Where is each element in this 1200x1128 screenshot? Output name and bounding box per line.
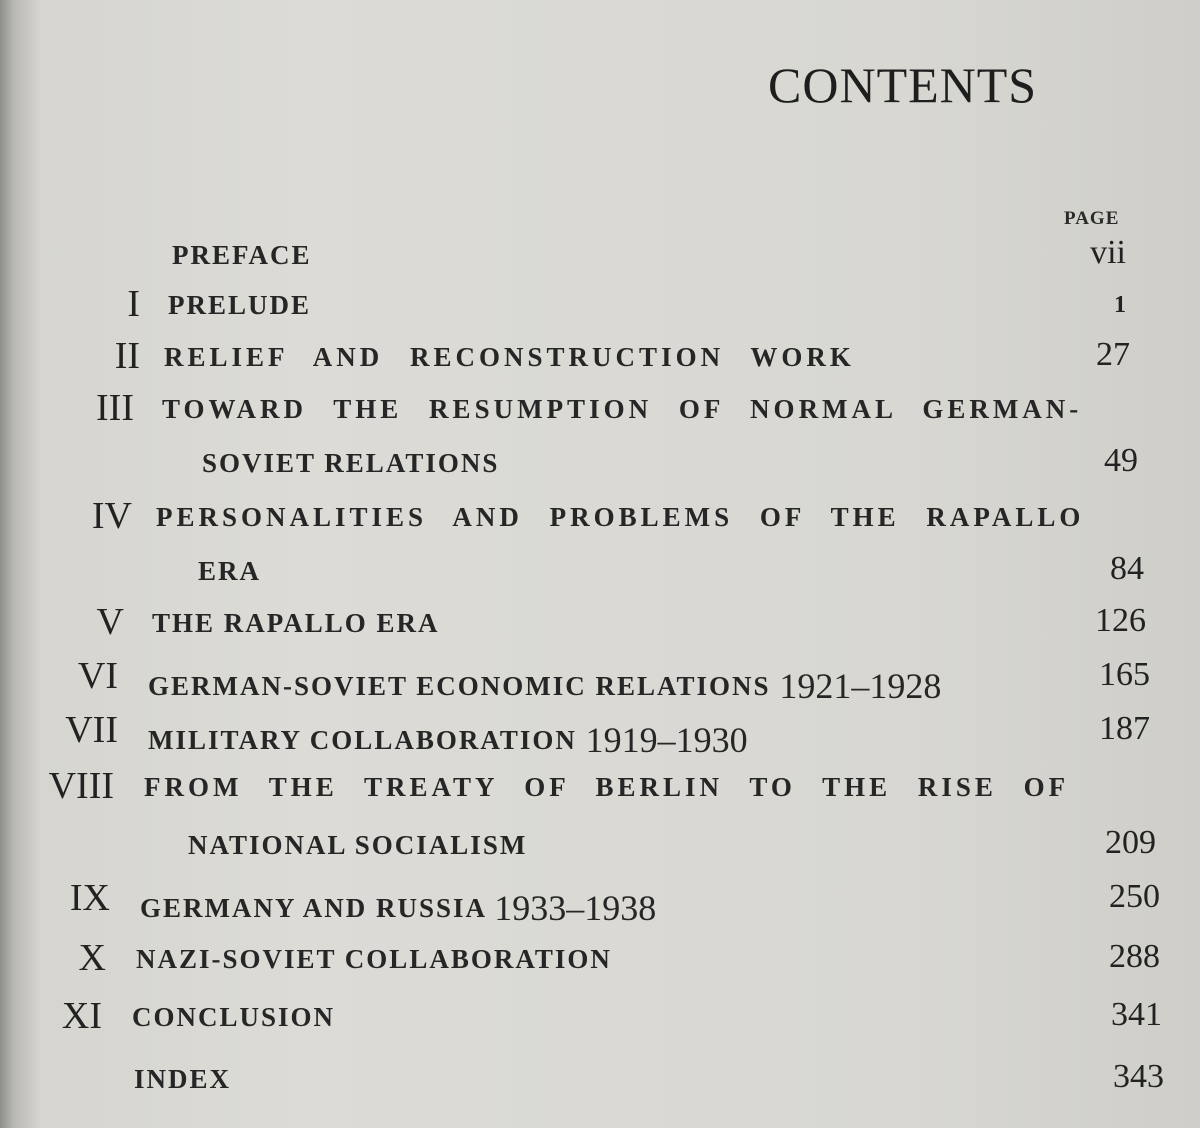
toc-entry-title-text: GERMAN-SOVIET ECONOMIC RELATIONS	[148, 671, 771, 701]
toc-entry-title: PRELUDE	[168, 290, 312, 320]
toc-entry-page: 27	[1096, 336, 1130, 373]
toc-entry-page: 1	[1114, 292, 1126, 318]
toc-entry-page: 165	[1099, 656, 1150, 693]
toc-entry-chapter-3	[0, 386, 1200, 429]
toc-entry-chapter-5	[0, 600, 1200, 643]
toc-entry-numeral: IV	[91, 495, 132, 537]
toc-entry-preface	[0, 232, 1200, 272]
page-title: CONTENTS	[768, 57, 1038, 113]
toc-entry-chapter-2	[0, 334, 1200, 377]
toc-entry-title: NAZI-SOVIET COLLABORATION	[136, 944, 612, 974]
toc-entry-numeral: X	[78, 937, 106, 979]
toc-entry-years: 1933–1938	[494, 888, 657, 928]
toc-entry-title: PREFACE	[172, 240, 312, 270]
toc-entry-numeral: III	[96, 387, 134, 429]
toc-entry-page: 49	[1104, 442, 1138, 479]
toc-entry-chapter-1	[0, 282, 1200, 325]
toc-entry-title: INDEX	[134, 1064, 232, 1094]
toc-entry-chapter-3-cont	[0, 440, 1200, 480]
toc-entry-page: 209	[1105, 824, 1156, 861]
toc-entry-numeral: VI	[77, 655, 118, 697]
toc-entry-title	[140, 884, 656, 926]
toc-entry-title: FROM THE TREATY OF BERLIN TO THE RISE OF	[144, 772, 1070, 802]
toc-entry-title	[148, 662, 941, 704]
toc-entry-numeral: II	[114, 335, 140, 377]
toc-entry-title: PERSONALITIES AND PROBLEMS OF THE RAPALLO	[156, 502, 1085, 532]
toc-entry-years: 1919–1930	[585, 720, 748, 760]
toc-entry-chapter-8	[0, 764, 1200, 807]
page-column-label: PAGE	[1064, 208, 1120, 229]
toc-entry-chapter-7	[0, 708, 1200, 760]
toc-entry-title: RELIEF AND RECONSTRUCTION WORK	[164, 342, 855, 372]
toc-entry-page: 341	[1111, 996, 1162, 1033]
toc-entry-chapter-4	[0, 494, 1200, 537]
toc-entry-title: CONCLUSION	[132, 1002, 336, 1032]
toc-entry-page: vii	[1090, 234, 1126, 271]
toc-entry-title-continued: ERA	[198, 556, 262, 586]
toc-entry-chapter-4-cont	[0, 548, 1200, 588]
toc-entry-title-continued: NATIONAL SOCIALISM	[188, 830, 528, 860]
toc-entry-chapter-11	[0, 994, 1200, 1037]
toc-entry-numeral: I	[127, 283, 140, 325]
toc-entry-numeral: VIII	[48, 765, 114, 807]
toc-entry-chapter-8-cont	[0, 822, 1200, 862]
toc-entry-page: 84	[1110, 550, 1144, 587]
toc-entry-numeral: XI	[61, 995, 102, 1037]
toc-entry-chapter-6	[0, 654, 1200, 706]
toc-entry-chapter-9	[0, 876, 1200, 928]
toc-entry-title: TOWARD THE RESUMPTION OF NORMAL GERMAN-	[162, 394, 1083, 424]
toc-entry-numeral: IX	[69, 877, 110, 919]
toc-entry-index	[0, 1056, 1200, 1096]
toc-entry-page: 288	[1109, 938, 1160, 975]
toc-entry-numeral: VII	[65, 709, 118, 751]
toc-entry-title: THE RAPALLO ERA	[152, 608, 440, 638]
toc-entry-title-text: MILITARY COLLABORATION	[148, 725, 577, 755]
toc-entry-page: 126	[1095, 602, 1146, 639]
toc-entry-page: 250	[1109, 878, 1160, 915]
toc-entry-page: 187	[1099, 710, 1150, 747]
toc-entry-title-continued: SOVIET RELATIONS	[202, 448, 500, 478]
toc-entry-years: 1921–1928	[779, 666, 942, 706]
toc-entry-chapter-10	[0, 936, 1200, 979]
toc-entry-page: 343	[1113, 1058, 1164, 1095]
toc-entry-title-text: GERMANY AND RUSSIA	[140, 893, 486, 923]
toc-entry-title	[148, 716, 748, 758]
toc-entry-numeral: V	[96, 601, 124, 643]
